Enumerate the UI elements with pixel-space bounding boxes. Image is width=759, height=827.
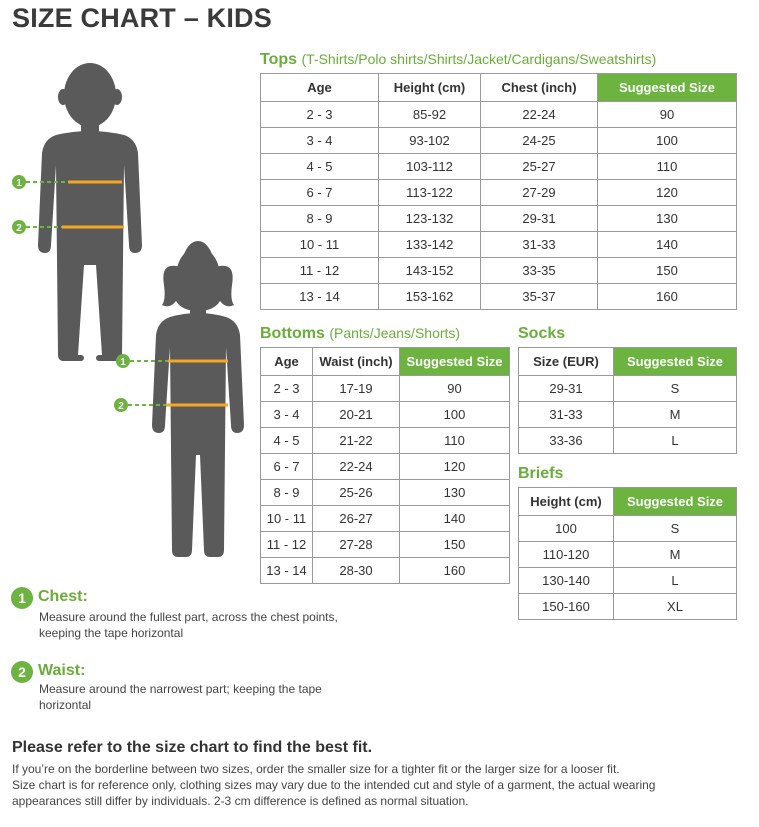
briefs-cell: S [614,516,737,542]
tops-table-row [261,232,737,258]
tops-header-chest: Chest (inch) [481,74,598,102]
bottoms-cell: 17-19 [313,376,400,402]
bottoms-cell: 110 [400,428,510,454]
tops-table-row [261,128,737,154]
tops-table-row [261,180,737,206]
bottoms-cell: 28-30 [313,558,400,584]
briefs-header-height: Height (cm) [519,488,614,516]
fit-note-line: If you’re on the borderline between two sizes, order the smaller size for a tighter fit or the larger size for a looser fit. [12,762,620,776]
bottoms-table-row [261,558,510,584]
tops-cell: 140 [598,232,737,258]
bottoms-cell: 8 - 9 [261,480,313,506]
bottoms-title: Bottoms [260,325,325,342]
tops-cell: 130 [598,206,737,232]
briefs-cell: XL [614,594,737,620]
tops-cell: 100 [598,128,737,154]
socks-table-row [519,428,737,454]
tops-cell: 123-132 [379,206,481,232]
tops-cell: 160 [598,284,737,310]
bottoms-cell: 160 [400,558,510,584]
bottoms-subtitle: (Pants/Jeans/Shorts) [329,325,461,341]
tops-cell: 22-24 [481,102,598,128]
briefs-table-row [519,594,737,620]
bottoms-cell: 2 - 3 [261,376,313,402]
bottoms-table [260,347,510,584]
bottoms-cell: 120 [400,454,510,480]
socks-table-row [519,402,737,428]
bottoms-section-title [260,325,460,343]
waist-legend-line: horizontal [39,698,92,712]
tops-cell: 103-112 [379,154,481,180]
tops-cell: 85-92 [379,102,481,128]
socks-header-size: Size (EUR) [519,348,614,376]
bottoms-cell: 3 - 4 [261,402,313,428]
bottoms-table-row [261,454,510,480]
bottoms-cell: 150 [400,532,510,558]
girl-chest-marker: 1 [120,357,126,368]
tops-cell: 24-25 [481,128,598,154]
socks-cell: M [614,402,737,428]
bottoms-table-row [261,506,510,532]
tops-cell: 153-162 [379,284,481,310]
tops-table-row [261,154,737,180]
bottoms-table-row [261,532,510,558]
chest-legend-line: Measure around the fullest part, across the chest points, [39,610,338,624]
bottoms-cell: 27-28 [313,532,400,558]
tops-subtitle: (T-Shirts/Polo shirts/Shirts/Jacket/Cardigans/Sweatshirts) [301,51,657,67]
briefs-section-title [518,465,563,483]
tops-cell: 27-29 [481,180,598,206]
waist-legend-number: 2 [11,661,33,683]
tops-cell: 8 - 9 [261,206,379,232]
bottoms-cell: 90 [400,376,510,402]
bottoms-cell: 100 [400,402,510,428]
bottoms-header-age: Age [261,348,313,376]
tops-cell: 143-152 [379,258,481,284]
tops-table [260,73,737,310]
tops-cell: 29-31 [481,206,598,232]
briefs-title: Briefs [518,465,564,482]
socks-cell: L [614,428,737,454]
bottoms-header-waist: Waist (inch) [313,348,400,376]
tops-cell: 113-122 [379,180,481,206]
tops-cell: 110 [598,154,737,180]
girl-waist-marker: 2 [118,401,124,412]
bottoms-cell: 21-22 [313,428,400,454]
tops-cell: 3 - 4 [261,128,379,154]
bottoms-cell: 20-21 [313,402,400,428]
bottoms-table-row [261,402,510,428]
tops-cell: 93-102 [379,128,481,154]
briefs-table-row [519,568,737,594]
boy-waist-marker: 2 [16,223,22,234]
socks-title: Socks [518,325,566,342]
bottoms-cell: 22-24 [313,454,400,480]
tops-cell: 33-35 [481,258,598,284]
tops-section-title [260,51,656,69]
briefs-cell: L [614,568,737,594]
socks-table-row [519,376,737,402]
tops-cell: 31-33 [481,232,598,258]
tops-header-age: Age [261,74,379,102]
briefs-table [518,487,737,620]
tops-cell: 120 [598,180,737,206]
briefs-table-row [519,516,737,542]
bottoms-cell: 140 [400,506,510,532]
chest-legend-description [39,609,338,641]
socks-cell: S [614,376,737,402]
bottoms-cell: 6 - 7 [261,454,313,480]
briefs-cell: M [614,542,737,568]
waist-legend-description [39,681,322,713]
waist-legend-title: Waist: [38,662,86,679]
tops-cell: 25-27 [481,154,598,180]
socks-section-title [518,325,565,343]
socks-cell: 33-36 [519,428,614,454]
briefs-cell: 130-140 [519,568,614,594]
bottoms-cell: 11 - 12 [261,532,313,558]
tops-cell: 133-142 [379,232,481,258]
bottoms-table-row [261,428,510,454]
tops-cell: 150 [598,258,737,284]
waist-legend-line: Measure around the narrowest part; keeping the tape [39,682,322,696]
briefs-cell: 110-120 [519,542,614,568]
fit-note-line: Size chart is for reference only, clothing sizes may vary due to the intended cut and style of a garment, the actual wearing [12,778,656,792]
tops-cell: 10 - 11 [261,232,379,258]
tops-cell: 2 - 3 [261,102,379,128]
tops-table-row [261,258,737,284]
bottoms-table-row [261,376,510,402]
bottoms-cell: 4 - 5 [261,428,313,454]
briefs-header-suggested-size: Suggested Size [614,488,737,516]
tops-header-suggested-size: Suggested Size [598,74,737,102]
bottoms-table-row [261,480,510,506]
tops-cell: 13 - 14 [261,284,379,310]
bottoms-cell: 26-27 [313,506,400,532]
briefs-cell: 100 [519,516,614,542]
socks-header-suggested-size: Suggested Size [614,348,737,376]
tops-cell: 4 - 5 [261,154,379,180]
socks-cell: 29-31 [519,376,614,402]
tops-cell: 90 [598,102,737,128]
fit-note-title: Please refer to the size chart to find the best fit. [12,739,373,756]
chest-legend-line: keeping the tape horizontal [39,626,184,640]
tops-cell: 6 - 7 [261,180,379,206]
girl-figure [152,241,244,557]
boy-chest-marker: 1 [16,178,22,189]
fit-note-line: appearances still differ by individuals. 2-3 cm difference is defined as normal situation. [12,794,469,808]
bottoms-cell: 13 - 14 [261,558,313,584]
bottoms-header-suggested-size: Suggested Size [400,348,510,376]
tops-table-row [261,206,737,232]
chest-legend-title: Chest: [38,588,88,605]
tops-cell: 11 - 12 [261,258,379,284]
briefs-table-row [519,542,737,568]
page-title: SIZE CHART – KIDS [12,3,272,33]
tops-cell: 35-37 [481,284,598,310]
bottoms-cell: 10 - 11 [261,506,313,532]
chest-legend-number: 1 [11,587,33,609]
bottoms-cell: 130 [400,480,510,506]
socks-table [518,347,737,454]
socks-cell: 31-33 [519,402,614,428]
tops-header-height: Height (cm) [379,74,481,102]
tops-title: Tops [260,51,298,68]
tops-table-row [261,284,737,310]
boy-figure [38,63,142,361]
briefs-cell: 150-160 [519,594,614,620]
bottoms-cell: 25-26 [313,480,400,506]
kids-figures-illustration [10,55,260,570]
tops-table-row [261,102,737,128]
